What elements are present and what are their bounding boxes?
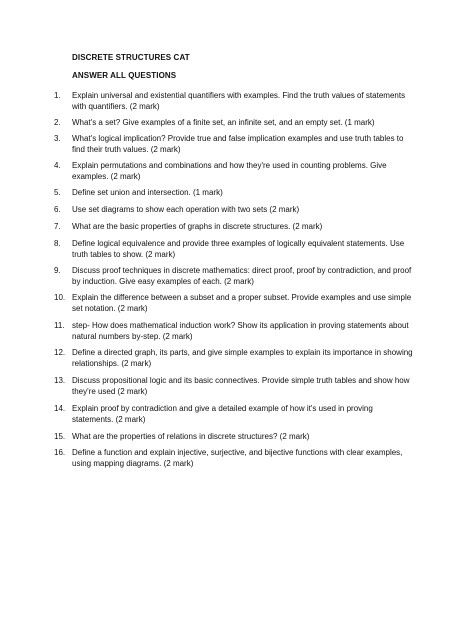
question-number: 10. xyxy=(54,293,66,302)
question-number: 1. xyxy=(54,91,61,100)
question-text: Define a function and explain injective, surjective, and bijective functions with clear examples, using mapping diagrams. (2 mark) xyxy=(72,448,403,468)
question-text: What are the basic properties of graphs in discrete structures. (2 mark) xyxy=(72,222,323,231)
question-text: Discuss proof techniques in discrete mathematics: direct proof, proof by contradiction, and proof by induction. Give easy examples of each. (2 mark) xyxy=(72,266,412,286)
question-number: 13. xyxy=(54,376,66,385)
question-number: 12. xyxy=(54,348,66,357)
question-text: Use set diagrams to show each operation with two sets (2 mark) xyxy=(72,205,300,214)
question-text: What's logical implication? Provide true and false implication examples and use truth tables to find their truth values. (2 mark) xyxy=(72,134,404,154)
question-number: 9. xyxy=(54,266,61,275)
document-subtitle: ANSWER ALL QUESTIONS xyxy=(72,71,177,80)
question-text: Explain permutations and combinations and how they're used in counting problems. Give examples. (2 mark) xyxy=(72,161,387,181)
question-number: 8. xyxy=(54,239,61,248)
question-number: 7. xyxy=(54,222,61,231)
question-text: Explain universal and existential quantifiers with examples. Find the truth values of statements with quantifiers. (2 mark) xyxy=(72,91,406,111)
document-title: DISCRETE STRUCTURES CAT xyxy=(72,53,190,62)
question-text: step- How does mathematical induction work? Show its application in proving statements about natural numbers by-step. (2 mark) xyxy=(72,321,409,341)
question-text: Explain proof by contradiction and give a detailed example of how it's used in proving statements. (2 mark) xyxy=(72,404,373,424)
question-number: 11. xyxy=(54,321,65,330)
question-number: 15. xyxy=(54,432,66,441)
question-text: Discuss propositional logic and its basic connectives. Provide simple truth tables and show how they're used (2 mark) xyxy=(72,376,410,396)
question-text: What are the properties of relations in discrete structures? (2 mark) xyxy=(72,432,310,441)
question-number: 6. xyxy=(54,205,61,214)
question-text: Define logical equivalence and provide three examples of logically equivalent statements. Use truth tables to show. (2 mark) xyxy=(72,239,405,259)
question-text: Define a directed graph, its parts, and give simple examples to explain its importance in showing relationships. (2 mark) xyxy=(72,348,413,368)
question-number: 2. xyxy=(54,118,61,127)
question-number: 4. xyxy=(54,161,61,170)
question-text: What's a set? Give examples of a finite set, an infinite set, and an empty set. (1 mark) xyxy=(72,118,375,127)
question-number: 5. xyxy=(54,188,61,197)
question-number: 16. xyxy=(54,448,66,457)
question-text: Define set union and intersection. (1 mark) xyxy=(72,188,223,197)
question-text: Explain the difference between a subset and a proper subset. Provide examples and use simple set notation. (2 mark) xyxy=(72,293,412,313)
question-number: 3. xyxy=(54,134,61,143)
question-number: 14. xyxy=(54,404,66,413)
